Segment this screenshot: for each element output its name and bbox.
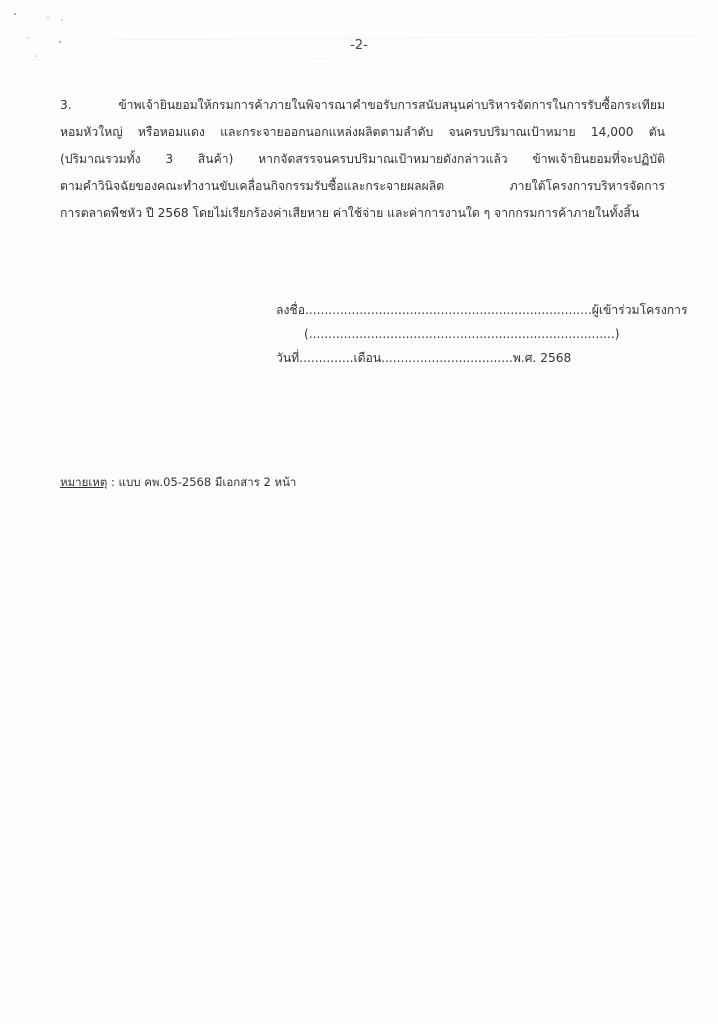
signature-block: [276, 298, 688, 370]
consent-paragraph: [60, 92, 665, 227]
paragraph-line: (ปริมาณรวมทั้ง 3 สินค้า) หากจัดสรรจนครบปริมาณเป้าหมายดังกล่าวแล้ว ข้าพเจ้ายินยอมที่จะปฏิบัติ: [60, 152, 665, 166]
footnote-label: หมายเหตุ: [60, 475, 108, 489]
footnote-text: : แบบ คพ.05-2568 มีเอกสาร 2 หน้า: [107, 475, 297, 489]
paragraph-line: การตลาดพืชหัว ปี 2568 โดยไม่เรียกร้องค่าเสียหาย ค่าใช้จ่าย และค่าการงานใด ๆ จากกรมการค้าภายในทั้งสิ้น: [60, 206, 640, 220]
paragraph-line: หอมหัวใหญ่ หรือหอมแดง และกระจายออกนอกแหล่งผลิตตามลำดับ จนครบปริมาณเป้าหมาย 14,000 ตัน: [60, 125, 665, 139]
signature-date-line: วันที่..............เดือน..................................พ.ศ. 2568: [276, 351, 572, 365]
signature-line: ลงชื่อ..........................................................................ผู้เข้าร่วมโครงการ: [276, 303, 688, 317]
signature-name-line: (...............................................................................): [304, 327, 620, 341]
page-number: -2-: [350, 38, 368, 53]
footnote: [60, 474, 296, 492]
paragraph-line: 3. ข้าพเจ้ายินยอมให้กรมการค้าภายในพิจารณาคำขอรับการสนับสนุนค่าบริหารจัดการในการรับซื้อกระเทียม: [60, 98, 665, 112]
paragraph-line: ตามคำวินิจฉัยของคณะทำงานขับเคลื่อนกิจกรรมรับซื้อและกระจายผลผลิต ภายใต้โครงการบริหารจัดการ: [60, 179, 665, 193]
